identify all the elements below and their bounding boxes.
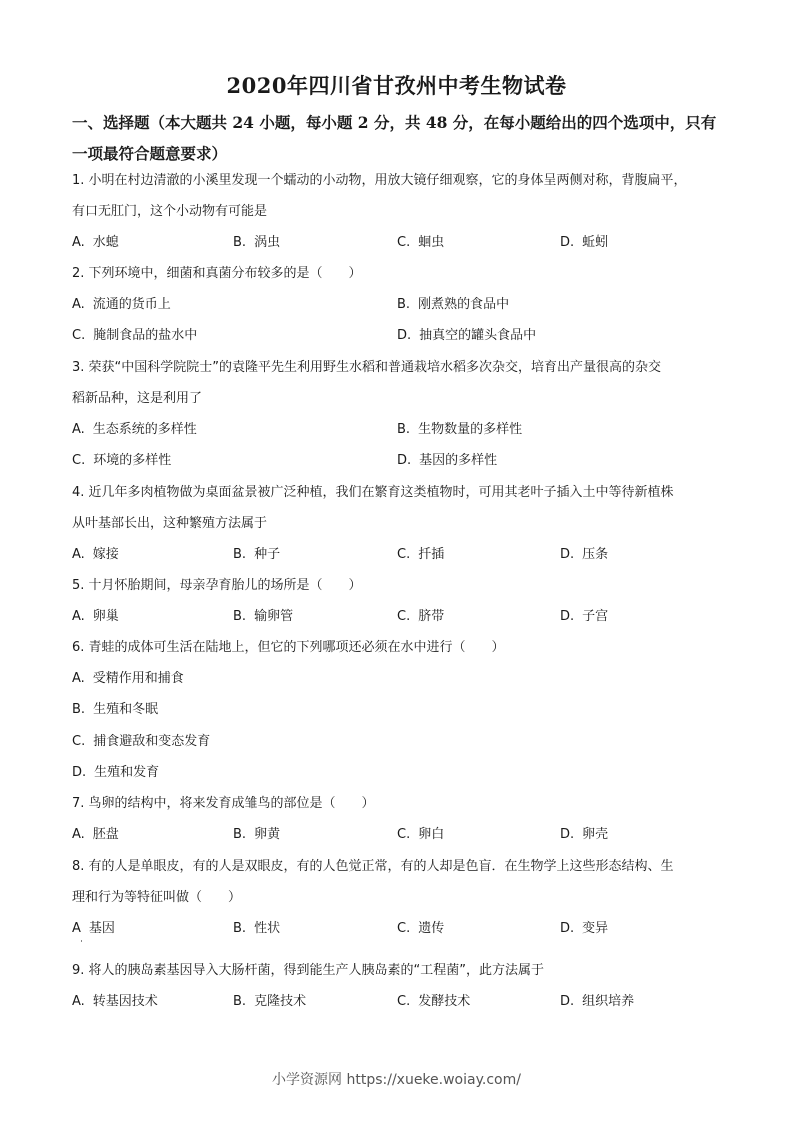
section-heading-line1: 一、选择题（本大题共 24 小题，每小题 2 分，共 48 分，在每小题给出的四个选项中，只有 — [72, 113, 717, 132]
option-b — [397, 421, 522, 439]
option-label: B. — [233, 235, 247, 250]
option-b — [233, 920, 280, 938]
option-label: D. — [560, 235, 575, 250]
option-d — [560, 993, 634, 1011]
question-text: 5. 十月怀胎期间，母亲孕育胎儿的场所是（ ） — [72, 578, 362, 593]
option-label: D. — [397, 328, 412, 343]
option-text: 蛔虫 — [418, 235, 445, 250]
option-label: B. — [233, 547, 247, 562]
option-text: 压条 — [582, 547, 609, 562]
option-c — [72, 733, 210, 751]
option-label: C. — [72, 328, 86, 343]
option-a — [72, 826, 119, 844]
option-text: 生物数量的多样性 — [418, 422, 523, 437]
option-d — [397, 327, 536, 345]
option-text: 克隆技术 — [254, 994, 307, 1009]
option-text: 子宫 — [582, 609, 609, 624]
question-text: 理和行为等特征叫做（ ） — [72, 890, 242, 905]
option-text: 生殖和发育 — [94, 765, 160, 780]
option-text: 变异 — [582, 921, 609, 936]
option-text: 卵白 — [418, 827, 445, 842]
option-text: 基因 — [88, 921, 115, 936]
option-b — [72, 701, 158, 719]
option-a — [72, 296, 171, 314]
option-text: 嫁接 — [92, 547, 119, 562]
option-text: 输卵管 — [254, 609, 294, 624]
option-text: 刚煮熟的食品中 — [418, 297, 510, 312]
option-text: 涡虫 — [254, 235, 281, 250]
option-text: 转基因技术 — [92, 994, 158, 1009]
option-label: A — [72, 921, 81, 936]
option-text: 卵巢 — [92, 609, 119, 624]
option-text: 基因的多样性 — [419, 453, 498, 468]
option-text: 腌制食品的盐水中 — [93, 328, 198, 343]
option-text: 胚盘 — [92, 827, 119, 842]
question-text: 稻新品种，这是利用了 — [72, 391, 203, 406]
option-text: 流通的货币上 — [92, 297, 171, 312]
option-b — [233, 234, 280, 252]
option-text: 遗传 — [418, 921, 445, 936]
option-a — [72, 920, 115, 938]
option-text: 组织培养 — [582, 994, 635, 1009]
option-label: A. — [72, 671, 85, 686]
option-text: 蚯蚓 — [582, 235, 609, 250]
option-d — [560, 234, 608, 252]
option-b — [233, 826, 280, 844]
option-label: D. — [560, 994, 575, 1009]
option-label: A. — [72, 547, 85, 562]
option-d — [560, 608, 608, 626]
question-text: 6. 青蛙的成体可生活在陆地上，但它的下列哪项还必须在水中进行（ ） — [72, 640, 505, 655]
document-title: 2020年四川省甘孜州中考生物试卷 — [226, 73, 567, 98]
option-label: B. — [233, 921, 247, 936]
option-c — [72, 327, 197, 345]
option-text: 卵黄 — [254, 827, 281, 842]
option-label: A. — [72, 994, 85, 1009]
option-label: A. — [72, 609, 85, 624]
option-label: A. — [72, 235, 85, 250]
option-label: A. — [72, 422, 85, 437]
option-text: 捕食避敌和变态发育 — [93, 734, 211, 749]
option-d — [560, 826, 608, 844]
option-label: C. — [397, 994, 411, 1009]
option-label: B. — [233, 827, 247, 842]
option-a — [72, 670, 184, 688]
option-text: 种子 — [254, 547, 281, 562]
option-label: C. — [397, 827, 411, 842]
option-c — [397, 826, 444, 844]
option-d — [560, 546, 608, 564]
option-text: 卵壳 — [582, 827, 609, 842]
option-c — [397, 920, 444, 938]
section-heading — [72, 107, 732, 169]
option-a — [72, 993, 158, 1011]
option-b — [233, 993, 306, 1011]
question-text: 3. 荣获“中国科学院院士”的袁隆平先生利用野生水稻和普通栽培水稻多次杂交，培育出产量很高的杂交 — [72, 360, 662, 375]
option-text: 扦插 — [418, 547, 445, 562]
option-label: C. — [72, 734, 86, 749]
option-b — [233, 546, 280, 564]
option-c — [397, 546, 444, 564]
option-text: 生态系统的多样性 — [92, 422, 197, 437]
option-label: D. — [560, 827, 575, 842]
option-text: 发酵技术 — [418, 994, 471, 1009]
option-label: D. — [560, 921, 575, 936]
question-text: 8. 有的人是单眼皮，有的人是双眼皮，有的人色觉正常，有的人却是色盲．在生物学上这些形态结构、生 — [72, 859, 674, 874]
question-text: 2. 下列环境中，细菌和真菌分布较多的是（ ） — [72, 266, 362, 281]
stray-mark — [81, 940, 82, 942]
option-c — [72, 452, 171, 470]
option-text: 抽真空的罐头食品中 — [419, 328, 537, 343]
option-label: C. — [397, 921, 411, 936]
option-label: D. — [560, 547, 575, 562]
question-text: 7. 鸟卵的结构中，将来发育成雏鸟的部位是（ ） — [72, 796, 375, 811]
footer-watermark: 小学资源网 https://xueke.woiay.com/ — [272, 1072, 521, 1088]
option-text: 水螅 — [92, 235, 119, 250]
option-label: A. — [72, 827, 85, 842]
option-label: A. — [72, 297, 85, 312]
option-text: 环境的多样性 — [93, 453, 172, 468]
option-c — [397, 234, 444, 252]
option-label: B. — [72, 702, 86, 717]
option-label: C. — [397, 609, 411, 624]
option-text: 脐带 — [418, 609, 445, 624]
option-c — [397, 993, 470, 1011]
section-heading-line2: 一项最符合题意要求） — [72, 144, 228, 163]
option-label: B. — [233, 994, 247, 1009]
option-label: C. — [397, 235, 411, 250]
option-label: B. — [233, 609, 247, 624]
option-d — [72, 764, 159, 782]
question-text: 4. 近几年多肉植物做为桌面盆景被广泛种植，我们在繁育这类植物时，可用其老叶子插入土中等待新植株 — [72, 485, 674, 500]
question-text: 1. 小明在村边清澈的小溪里发现一个蠕动的小动物，用放大镜仔细观察，它的身体呈两侧对称，背腹扁平， — [72, 173, 687, 188]
option-label: D. — [397, 453, 412, 468]
option-label: D. — [560, 609, 575, 624]
option-label: C. — [397, 547, 411, 562]
option-c — [397, 608, 444, 626]
option-label: C. — [72, 453, 86, 468]
option-b — [397, 296, 509, 314]
option-a — [72, 608, 119, 626]
option-text: 受精作用和捕食 — [92, 671, 184, 686]
question-text: 从叶基部长出，这种繁殖方法属于 — [72, 516, 268, 531]
option-text: 生殖和冬眠 — [93, 702, 159, 717]
option-d — [560, 920, 608, 938]
option-text: 性状 — [254, 921, 281, 936]
option-label: B. — [397, 422, 411, 437]
option-a — [72, 234, 119, 252]
option-d — [397, 452, 497, 470]
question-text: 有口无肛门，这个小动物有可能是 — [72, 204, 268, 219]
option-a — [72, 421, 197, 439]
option-a — [72, 546, 119, 564]
option-b — [233, 608, 293, 626]
question-text: 9. 将人的胰岛素基因导入大肠杆菌，得到能生产人胰岛素的“工程菌”，此方法属于 — [72, 963, 545, 978]
option-label: D. — [72, 765, 87, 780]
option-label: B. — [397, 297, 411, 312]
